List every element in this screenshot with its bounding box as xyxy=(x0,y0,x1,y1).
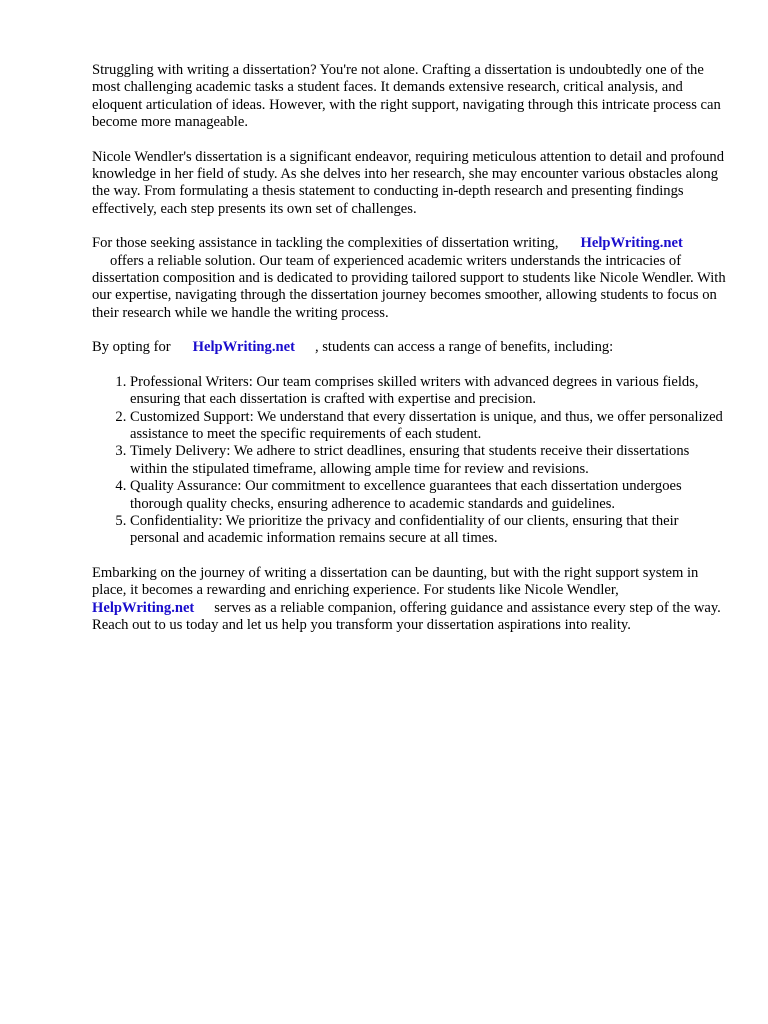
helpwriting-link-3[interactable]: HelpWriting.net xyxy=(92,599,195,616)
list-item: 2. Customized Support: We understand that every dissertation is unique, and thus, we offer personalized assistance to meet the specific requirements of each student. xyxy=(130,409,726,444)
assistance-text-before: For those seeking assistance in tackling the complexities of dissertation writing, xyxy=(92,235,559,252)
closing-text-after: serves as a reliable companion, offering guidance and assistance every step of the way. Reach out to us today and let us help you transform your dissertation aspirations into reality. xyxy=(92,599,721,633)
assistance-paragraph xyxy=(92,235,726,322)
list-item: 4. Quality Assurance: Our commitment to excellence guarantees that each dissertation undergoes thorough quality checks, ensuring adherence to academic standards and guidelines. xyxy=(130,478,726,513)
benefits-intro-after: , students can access a range of benefits, including: xyxy=(314,339,614,356)
intro-paragraph: Struggling with writing a dissertation? You're not alone. Crafting a dissertation is undoubtedly one of the most challenging academic tasks a student faces. It demands extensive research, critical analysis, and eloquent articulation of ideas. However, with the right support, navigating through this intricate process can become more manageable. xyxy=(92,62,721,131)
list-item: 5. Confidentiality: We prioritize the privacy and confidentiality of our clients, ensuring that their personal and academic information remains secure at all times. xyxy=(130,513,726,548)
benefits-list xyxy=(92,374,726,548)
nicole-paragraph: Nicole Wendler's dissertation is a significant endeavor, requiring meticulous attention to detail and profound knowledge in her field of study. As she delves into her research, she may encounter various obstacles along the way. From formulating a thesis statement to conducting in-depth research and presenting findings effectively, each step presents its own set of challenges. xyxy=(92,148,725,217)
helpwriting-link-1[interactable]: HelpWriting.net xyxy=(580,235,683,252)
closing-paragraph xyxy=(92,565,726,635)
helpwriting-link-2[interactable]: HelpWriting.net xyxy=(192,339,295,356)
document-page xyxy=(92,62,726,651)
list-item: 1. Professional Writers: Our team comprises skilled writers with advanced degrees in various fields, ensuring that each dissertation is crafted with expertise and precision. xyxy=(130,374,726,409)
list-item: 3. Timely Delivery: We adhere to strict deadlines, ensuring that students receive their dissertations within the stipulated timeframe, allowing ample time for review and revisions. xyxy=(130,443,726,478)
assistance-text-after: offers a reliable solution. Our team of experienced academic writers understands the intricacies of dissertation composition and is dedicated to providing tailored support to students like Nicole Wendler. With our expertise, navigating through the dissertation journey becomes smoother, allowing students to focus on their research while we handle the writing process. xyxy=(92,252,726,321)
benefits-intro-paragraph xyxy=(92,339,726,356)
benefits-intro-before: By opting for xyxy=(92,339,171,356)
closing-text-before: Embarking on the journey of writing a dissertation can be daunting, but with the right support system in place, it becomes a rewarding and enriching experience. For students like Nicole Wendler, xyxy=(92,564,699,599)
